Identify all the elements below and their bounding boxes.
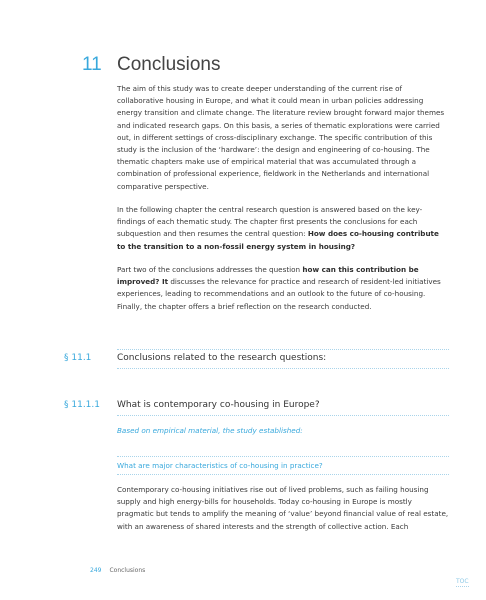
divider <box>117 474 449 475</box>
intro-paragraph-3 <box>117 264 449 313</box>
section-number: § 11.1 <box>64 353 92 363</box>
central-question: How does co-housing contribute to the transition to a non-fossil energy system in housing? <box>117 229 439 251</box>
subsection-paragraph: Contemporary co-housing initiatives rise out of lived problems, such as failing housing supply and high energy-bills for households. Today co-housing in Europe is mostly pragmatic but tends to amplify the meaning of ‘value’ beyond financial value of real estate, with an awareness of shared interests and the strength of collective action. Each <box>117 485 449 531</box>
divider <box>117 368 449 369</box>
page-number: 249 <box>90 567 102 574</box>
intro-paragraph-2 <box>117 204 449 253</box>
paragraph-text: Part two of the conclusions addresses the question <box>117 265 303 274</box>
divider <box>117 415 449 416</box>
toc-link[interactable]: TOC <box>456 578 469 585</box>
page-footer <box>90 567 145 574</box>
subquestion-heading: What are major characteristics of co-housing in practice? <box>117 461 323 470</box>
empirical-note: Based on empirical material, the study established: <box>117 426 303 435</box>
chapter-title: Conclusions <box>117 54 221 75</box>
chapter-heading <box>82 54 221 76</box>
divider <box>117 349 449 350</box>
paragraph-text: discusses the relevance for practice and research of resident-led initiatives experiences, leading to recommendations and an outlook to the future of co-housing. Finally, the chapter offers a brief reflection on the research conducted. <box>117 277 441 311</box>
intro-paragraph-1: The aim of this study was to create deeper understanding of the current rise of collaborative housing in Europe, and what it could mean in urban policies addressing energy transition and climate change. The literature review brought forward major themes and indicated research gaps. On this basis, a series of thematic explorations were carried out, in different settings of cross-disciplinary exchange. The specific contribution of this study is the inclusion of the ‘hardware’: the design and engineering of co-housing. The thematic chapters make use of empirical material that was accumulated through a combination of professional experience, fieldwork in the Netherlands and international comparative perspective. <box>117 84 445 191</box>
subsection-number: § 11.1.1 <box>64 400 100 410</box>
divider <box>117 456 449 457</box>
chapter-number: 11 <box>82 54 102 75</box>
running-title: Conclusions <box>109 567 146 574</box>
paragraph-text: In the following chapter the central research question is answered based on the key-findings of each thematic study. The chapter first presents the conclusions for each subquestion and then resumes the central question: <box>117 205 423 239</box>
improvement-question: how can this contribution be improved? It <box>117 265 419 287</box>
subsection-title: What is contemporary co-housing in Europe? <box>117 400 320 410</box>
section-title: Conclusions related to the research questions: <box>117 353 327 363</box>
